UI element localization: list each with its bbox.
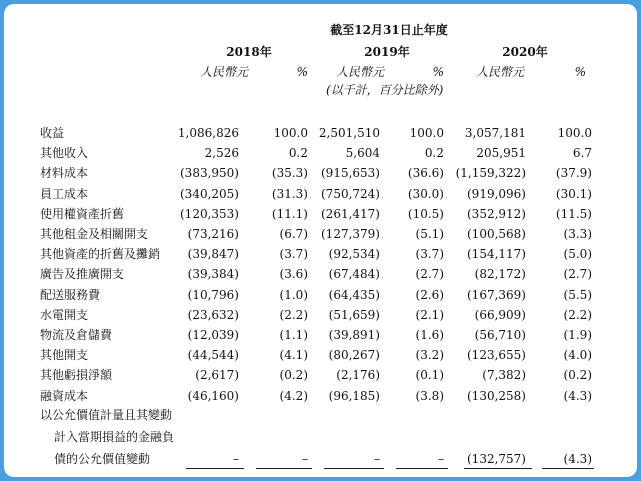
row-value: 6.7 [572, 146, 592, 160]
row-label: 使用權資產折舊 [40, 207, 125, 221]
underline [542, 468, 594, 469]
row-value: (39,847) [187, 247, 239, 261]
currency-2018: 人民幣元 [200, 65, 249, 79]
row-label: 其他收入 [40, 146, 89, 160]
row-value: (31.3) [271, 187, 308, 201]
row-value: (30.1) [555, 187, 592, 201]
row-value: (10.5) [407, 207, 444, 221]
row-value: (1.6) [415, 328, 444, 342]
row-value: (12,039) [187, 328, 239, 342]
row-value: (5.0) [563, 247, 592, 261]
row-value: 3,057,181 [464, 126, 526, 140]
row-label: 融資成本 [40, 389, 89, 403]
row-value: (64,435) [328, 288, 380, 302]
row-value: (56,710) [474, 328, 526, 342]
unit-note: (以千計，百分比除外) [326, 83, 444, 97]
underline [256, 468, 312, 469]
row-value: (3.6) [279, 267, 308, 281]
row-value: (4.3) [563, 389, 592, 403]
year-2018: 2018年 [226, 45, 272, 59]
row-value: (36.6) [407, 166, 444, 180]
row-value: (1,159,322) [455, 166, 526, 180]
row-value: (3.7) [415, 247, 444, 261]
row-value: (5.5) [563, 288, 592, 302]
row-value: (120,353) [180, 207, 239, 221]
row-value: (1.1) [279, 328, 308, 342]
row-value: (915,653) [321, 166, 380, 180]
row-value: (35.3) [271, 166, 308, 180]
row-value: 1,086,826 [177, 126, 239, 140]
row-value: 0.2 [288, 146, 308, 160]
row-value: (3.2) [415, 348, 444, 362]
row-value: (130,258) [467, 389, 526, 403]
row-value: (30.0) [407, 187, 444, 201]
row-label: 其他資產的折舊及攤銷 [40, 247, 161, 261]
row-label: 其他租金及相關開支 [40, 227, 149, 241]
row-value: (2.7) [415, 267, 444, 281]
row-value: (750,724) [321, 187, 380, 201]
fv-change-2020-amount: (132,757) [467, 452, 526, 466]
row-value: (5.1) [415, 227, 444, 241]
fv-change-label-line2: 計入當期損益的金融負 [54, 430, 175, 444]
row-value: (4.0) [563, 348, 592, 362]
underline [396, 468, 448, 469]
underline [324, 468, 384, 469]
row-value: (154,117) [467, 247, 526, 261]
row-label: 收益 [40, 126, 65, 140]
row-value: (4.2) [279, 389, 308, 403]
row-value: 100.0 [557, 126, 592, 140]
fv-change-label-line1: 以公允價值計量且其變動 [40, 408, 173, 422]
row-label: 材料成本 [40, 166, 89, 180]
row-value: (3.3) [563, 227, 592, 241]
fv-change-2018-percent: – [302, 452, 308, 466]
row-value: (0.2) [563, 368, 592, 382]
row-value: (2,617) [195, 368, 239, 382]
row-value: (2.2) [563, 308, 592, 322]
row-label: 水電開支 [40, 308, 89, 322]
row-value: (10,796) [187, 288, 239, 302]
row-value: (127,379) [321, 227, 380, 241]
row-value: (92,534) [328, 247, 380, 261]
fv-change-2018-amount: – [233, 452, 239, 466]
row-value: (1.0) [279, 288, 308, 302]
row-label: 員工成本 [40, 187, 89, 201]
percent-2019: % [432, 65, 444, 79]
row-value: (39,384) [187, 267, 239, 281]
row-value: (2.2) [279, 308, 308, 322]
row-value: (51,659) [328, 308, 380, 322]
row-value: (4.1) [279, 348, 308, 362]
percent-2020: % [574, 65, 586, 79]
row-value: (123,655) [467, 348, 526, 362]
row-label: 其他虧損淨額 [40, 368, 113, 382]
row-label: 物流及倉儲費 [40, 328, 113, 342]
percent-2018: % [296, 65, 308, 79]
row-value: (73,216) [187, 227, 239, 241]
row-value: (2.7) [563, 267, 592, 281]
row-value: (6.7) [279, 227, 308, 241]
row-value: (67,484) [328, 267, 380, 281]
year-2020: 2020年 [502, 45, 548, 59]
row-value: 100.0 [273, 126, 308, 140]
row-value: (2,176) [336, 368, 380, 382]
row-value: (1.9) [563, 328, 592, 342]
year-2019: 2019年 [364, 45, 410, 59]
row-value: (37.9) [555, 166, 592, 180]
row-value: 2,501,510 [318, 126, 380, 140]
row-value: (11.5) [555, 207, 592, 221]
period-title: 截至12月31日止年度 [330, 23, 448, 37]
currency-2020: 人民幣元 [476, 65, 525, 79]
row-value: (919,096) [467, 187, 526, 201]
row-value: (7,382) [482, 368, 526, 382]
row-value: (82,172) [474, 267, 526, 281]
fv-change-2019-percent: – [438, 452, 444, 466]
fv-change-2020-percent: (4.3) [563, 452, 592, 466]
row-label: 廣告及推廣開支 [40, 267, 125, 281]
row-value: (3.8) [415, 389, 444, 403]
underline [186, 468, 244, 469]
row-value: (96,185) [328, 389, 380, 403]
row-value: (44,544) [187, 348, 239, 362]
row-value: (167,369) [467, 288, 526, 302]
underline [464, 468, 532, 469]
row-value: (0.1) [415, 368, 444, 382]
row-value: (3.7) [279, 247, 308, 261]
fv-change-2019-amount: – [374, 452, 380, 466]
row-value: 2,526 [204, 146, 239, 160]
row-value: (261,417) [321, 207, 380, 221]
row-value: (80,267) [328, 348, 380, 362]
row-value: (39,891) [328, 328, 380, 342]
row-value: (2.6) [415, 288, 444, 302]
row-value: (46,160) [187, 389, 239, 403]
row-value: (0.2) [279, 368, 308, 382]
row-value: (23,632) [187, 308, 239, 322]
row-value: (66,909) [474, 308, 526, 322]
document-page [4, 4, 637, 477]
row-value: 100.0 [409, 126, 444, 140]
row-value: (100,568) [467, 227, 526, 241]
row-value: (11.1) [271, 207, 308, 221]
row-label: 其他開支 [40, 348, 89, 362]
row-value: 205,951 [476, 146, 526, 160]
currency-2019: 人民幣元 [336, 65, 385, 79]
fv-change-label-line3: 債的公允價值變動 [54, 452, 151, 466]
row-value: (352,912) [467, 207, 526, 221]
row-value: (340,205) [180, 187, 239, 201]
row-value: 0.2 [424, 146, 444, 160]
row-value: (383,950) [180, 166, 239, 180]
row-value: 5,604 [345, 146, 380, 160]
row-value: (2.1) [415, 308, 444, 322]
row-label: 配送服務費 [40, 288, 101, 302]
